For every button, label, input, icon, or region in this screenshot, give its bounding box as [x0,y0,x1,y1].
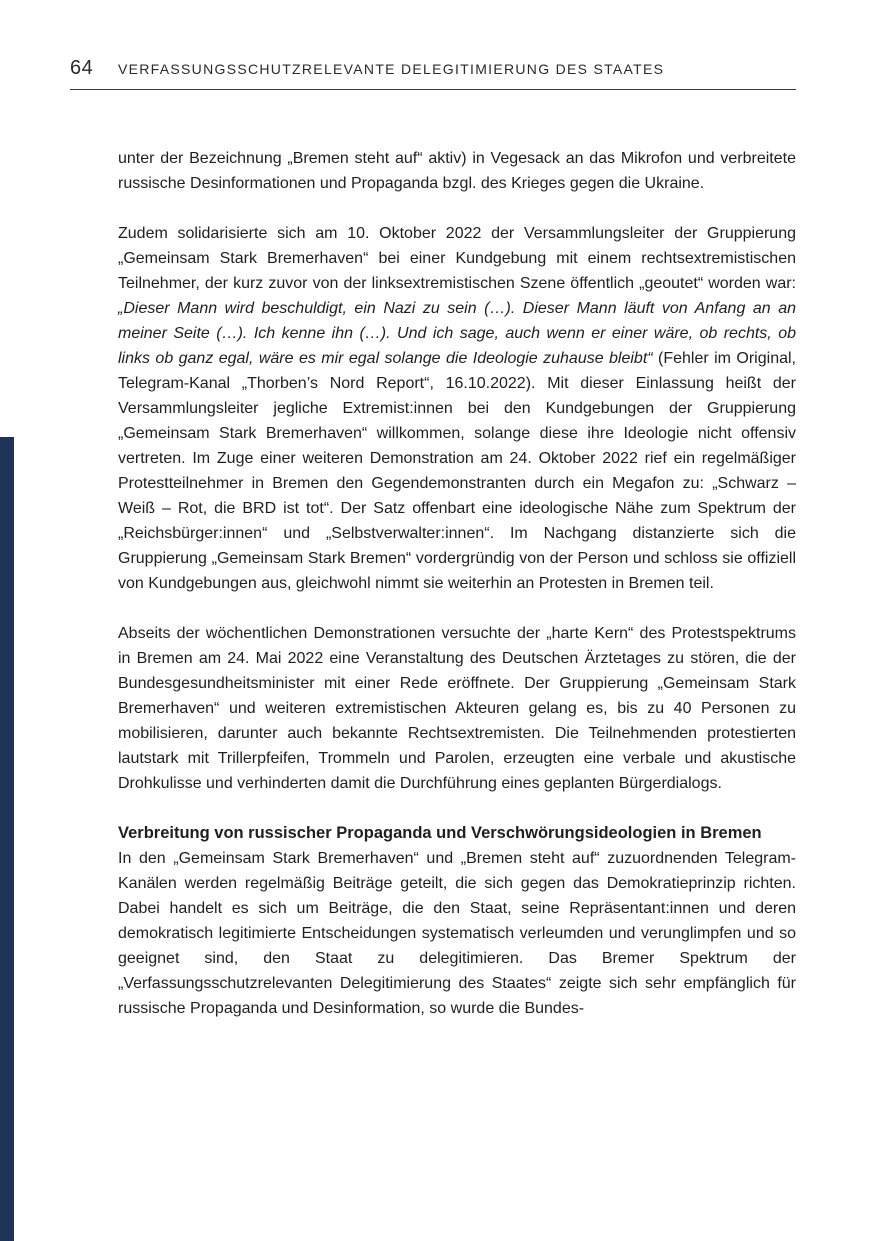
paragraph-2-intro: Zudem solidarisierte sich am 10. Oktober 2022 der Versammlungsleiter der Gruppierung „Gemeinsam Stark Bremerhaven“ bei einer Kundgebung mit einem rechtsextremistischen Teilnehmer, der kurz zuvor von der linksextremistischen Szene öffentlich „geoutet“ worden war: [118,225,796,292]
side-accent-bar [0,437,14,1241]
paragraph-2-rest: (Fehler im Original, Telegram-Kanal „Thorben’s Nord Report“, 16.10.2022). Mit dieser Einlassung heißt der Versammlungsleiter jegliche Extremist:innen bei den Kundgebungen der Gruppierung „Gemeinsam Stark Bremerhaven“ willkommen, solange diese ihre Ideologie nicht offensiv vertreten. Im Zuge einer weiteren Demonstration am 24. Oktober 2022 rief ein regelmäßiger Protestteilnehmer in Bremen den Gegendemonstranten durch ein Megafon zu: „Schwarz – Weiß – Rot, die BRD ist tot“. Der Satz offenbart eine ideologische Nähe zum Spektrum der „Reichsbürger:innen“ und „Selbstverwalter:innen“. Im Nachgang distanzierte sich die Gruppierung „Gemeinsam Stark Bremen“ vordergründig von der Person und schloss sie offiziell von Kundgebungen aus, gleichwohl nimmt sie weiterhin an Protesten in Bremen teil. [118,350,796,592]
header-divider [70,89,796,90]
paragraph-4: In den „Gemeinsam Stark Bremerhaven“ und „Bremen steht auf“ zuzuordnenden Telegram-Kanälen werden regelmäßig Beiträge geteilt, die sich gegen das Demokratieprinzip richten. Dabei handelt es sich um Beiträge, die den Staat, seine Repräsentant:innen und deren demokratisch legitimierte Entscheidungen systematisch verleumden und verunglimpfen und so geeignet sind, den Staat zu delegitimieren. Das Bremer Spektrum der „Verfassungsschutzrelevanten Delegitimierung des Staates“ zeigte sich sehr empfänglich für russische Propaganda und Desinformation, so wurde die Bundes- [118,850,796,1017]
page-body [118,146,796,1021]
running-head: VERFASSUNGSSCHUTZRELEVANTE DELEGITIMIERUNG DES STAATES [118,61,665,77]
quotation: „Dieser Mann wird beschuldigt, ein Nazi zu sein (…). Dieser Mann läuft von Anfang an an meiner Seite (…). Ich kenne ihn (…). Und ich sage, auch wenn er einer wäre, ob rechts, ob links ob ganz egal, wäre es mir egal solange die Ideologie zuhause bleibt“ [118,300,796,367]
paragraph-2 [118,221,796,596]
page-number: 64 [70,57,94,79]
paragraph-3: Abseits der wöchentlichen Demonstrationen versuchte der „harte Kern“ des Protestspektrums in Bremen am 24. Mai 2022 eine Veranstaltung des Deutschen Ärztetages zu stören, die der Bundesgesundheitsminister mit einer Rede eröffnete. Der Gruppierung „Gemeinsam Stark Bremerhaven“ und weiteren extremistischen Akteuren gelang es, bis zu 40 Personen zu mobilisieren, darunter auch bekannte Rechtsextremisten. Die Teilnehmenden protestierten lautstark mit Trillerpfeifen, Trommeln und Parolen, erzeugten eine verbale und akustische Drohkulisse und verhinderten damit die Durchführung eines geplanten Bürgerdialogs. [118,625,796,792]
paragraph-1: unter der Bezeichnung „Bremen steht auf“ aktiv) in Vegesack an das Mikrofon und verbreitete russische Desinformationen und Propaganda bzgl. des Krieges gegen die Ukraine. [118,150,796,192]
section-heading: Verbreitung von russischer Propaganda und Verschwörungsideologien in Bremen [118,824,762,842]
